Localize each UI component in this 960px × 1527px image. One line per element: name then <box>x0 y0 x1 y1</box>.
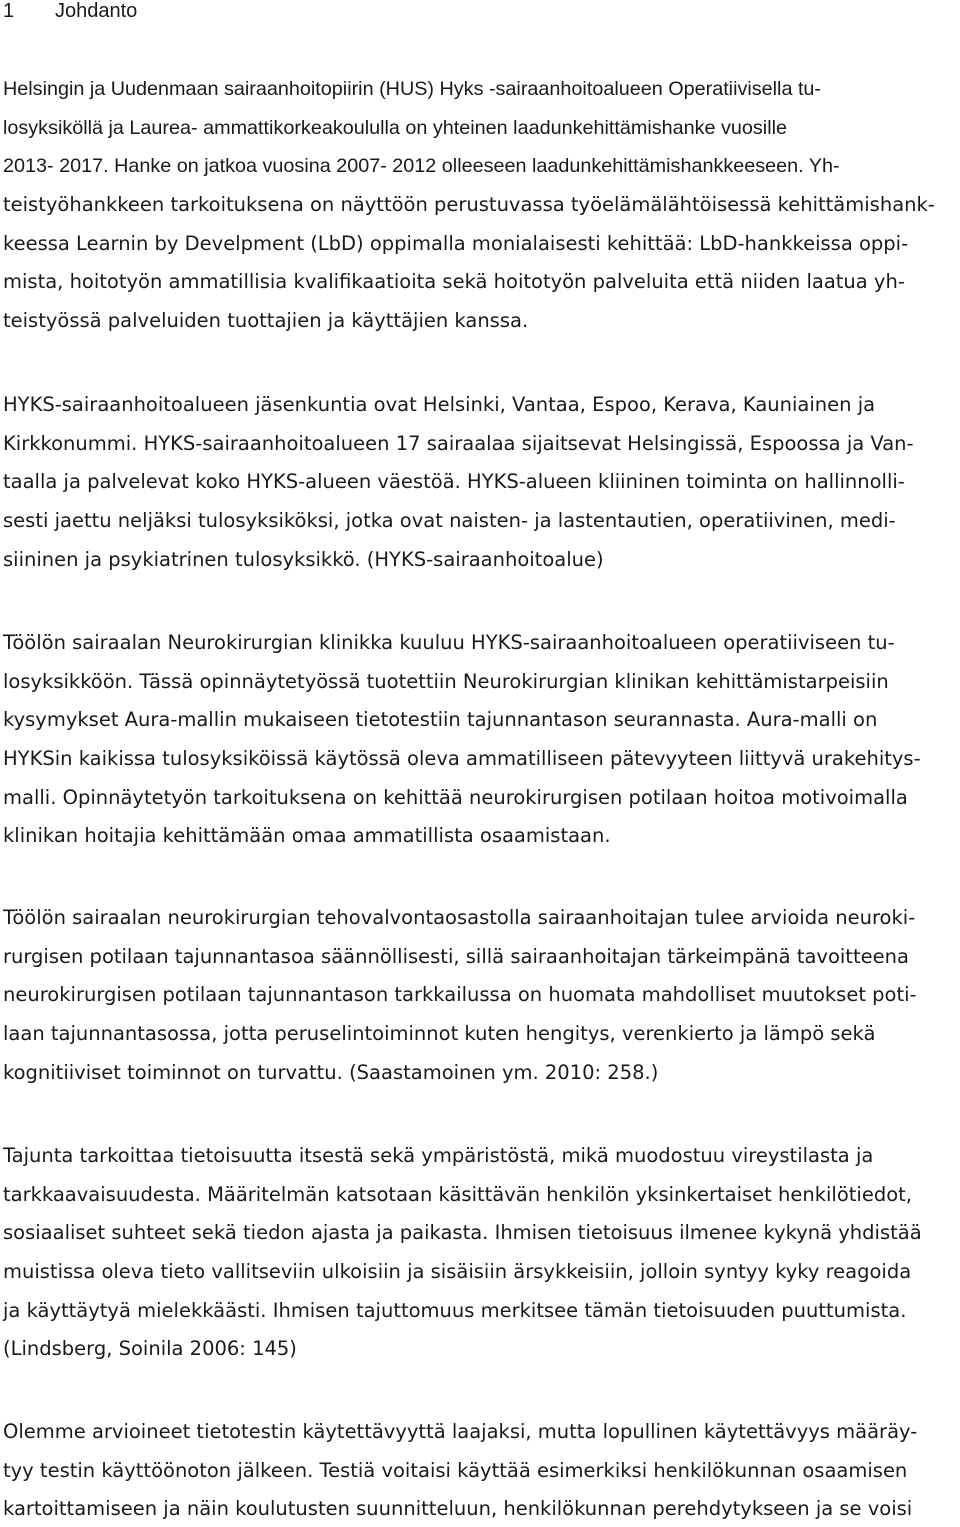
text-line: losyksiköllä ja Laurea- ammattikorkeakoululla on yhteinen laadunkehittämishanke vuosille <box>3 116 787 139</box>
text-line: 2013- 2017. Hanke on jatkoa vuosina 2007- 2012 olleeseen laadunkehittämishankkeeseen. Yh- <box>3 155 840 178</box>
text-line: rurgisen potilaan tajunnantasoa säännöllisesti, sillä sairaanhoitajan tärkeimpänä tavoitteena <box>3 944 909 968</box>
text-line: laan tajunnantasossa, jotta peruselintoiminnot kuten hengitys, verenkierto ja lämpö sekä <box>3 1022 876 1046</box>
paragraph-hyks-members <box>3 386 914 579</box>
text-line: HYKS-sairaanhoitoalueen jäsenkuntia ovat Helsinki, Vantaa, Espoo, Kerava, Kauniainen ja <box>3 393 876 416</box>
text-line: sosiaaliset suhteet sekä tiedon ajasta ja paikasta. Ihmisen tietoisuus ilmenee kykynä yhdistää <box>3 1221 922 1245</box>
paragraph-consciousness-assessment <box>3 899 917 1092</box>
text-line: neurokirurgisen potilaan tajunnantason tarkkailussa on huomata mahdolliset muutokset poti- <box>3 983 917 1007</box>
text-line: teistyössä palveluiden tuottajien ja käyttäjien kanssa. <box>3 309 529 333</box>
paragraph-usability <box>3 1413 917 1527</box>
text-line: teistyöhankkeen tarkoituksena on näyttöön perustuvassa työelämälähtöisessä kehittämishank- <box>3 193 935 217</box>
text-line: kartoittamiseen ja näin koulutusten suunnitteluun, henkilökunnan perehdytykseen ja se voisi <box>3 1497 913 1521</box>
text-line: HYKSin kaikissa tulosyksiköissä käytössä oleva ammatilliseen pätevyyteen liittyvä urakehitys- <box>3 747 921 771</box>
text-line: (Lindsberg, Soinila 2006: 145) <box>3 1337 297 1361</box>
text-line: mista, hoitotyön ammatillisia kvalifikaatioita sekä hoitotyön palveluita että niiden laatua yh- <box>3 270 905 294</box>
text-line: ja käyttäytyä mielekkäästi. Ihmisen tajuttomuus merkitsee tämän tietoisuuden puuttumista. <box>3 1298 907 1322</box>
paragraph-neurosurgery-clinic <box>3 624 921 856</box>
text-line: siininen ja psykiatrinen tulosyksikkö. (HYKS-sairaanhoitoalue) <box>3 547 604 571</box>
paragraph-consciousness-definition <box>3 1137 922 1369</box>
chapter-number: 1 <box>3 0 15 22</box>
text-line: Kirkkonummi. HYKS-sairaanhoitoalueen 17 sairaalaa sijaitsevat Helsingissä, Espoossa ja Van- <box>3 431 914 455</box>
chapter-heading <box>3 0 137 24</box>
text-line: muistissa oleva tieto vallitseviin ulkoisiin ja sisäisiin ärsykkeisiin, jolloin syntyy kyky reagoida <box>3 1260 912 1284</box>
text-line: Olemme arvioineet tietotestin käytettävyyttä laajaksi, mutta lopullinen käytettävyys määräy- <box>3 1420 918 1443</box>
text-line: tyy testin käyttöönoton jälkeen. Testiä voitaisi käyttää esimerkiksi henkilökunnan osaamisen <box>3 1458 908 1482</box>
text-line: Töölön sairaalan neurokirurgian tehovalvontaosastolla sairaanhoitajan tulee arvioida neuroki- <box>3 906 916 929</box>
chapter-title: Johdanto <box>55 0 138 22</box>
text-line: Tajunta tarkoittaa tietoisuutta itsestä sekä ympäristöstä, mikä muodostuu vireystilasta ja <box>3 1144 874 1167</box>
text-line: Töölön sairaalan Neurokirurgian klinikka kuuluu HYKS-sairaanhoitoalueen operatiiviseen tu- <box>3 631 895 654</box>
text-line: Helsingin ja Uudenmaan sairaanhoitopiirin (HUS) Hyks -sairaanhoitoalueen Operatiivisella tu- <box>3 78 822 100</box>
text-line: malli. Opinnäytetyön tarkoituksena on kehittää neurokirurgisen potilaan hoitoa motivoimalla <box>3 785 908 809</box>
text-line: tarkkaavaisuudesta. Määritelmän katsotaan käsittävän henkilön yksinkertaiset henkilötiedot, <box>3 1182 912 1206</box>
text-line: kysymykset Aura-mallin mukaiseen tietotestiin tajunnantason seurannasta. Aura-malli on <box>3 708 878 732</box>
text-line: sesti jaettu neljäksi tulosyksiköksi, jotka ovat naisten- ja lastentautien, operatiivinen, medi- <box>3 509 896 533</box>
text-line: keessa Learnin by Develpment (LbD) oppimalla monialaisesti kehittää: LbD-hankkeissa oppi- <box>3 231 909 255</box>
text-line: kognitiiviset toiminnot on turvattu. (Saastamoinen ym. 2010: 258.) <box>3 1060 659 1084</box>
paragraph-intro <box>3 70 935 341</box>
text-line: taalla ja palvelevat koko HYKS-alueen väestöä. HYKS-alueen kliininen toiminta on hallinnolli- <box>3 470 905 494</box>
text-line: klinikan hoitajia kehittämään omaa ammatillista osaamistaan. <box>3 824 611 848</box>
text-line: losyksikköön. Tässä opinnäytetyössä tuotettiin Neurokirurgian klinikan kehittämistarpeisiin <box>3 669 889 693</box>
